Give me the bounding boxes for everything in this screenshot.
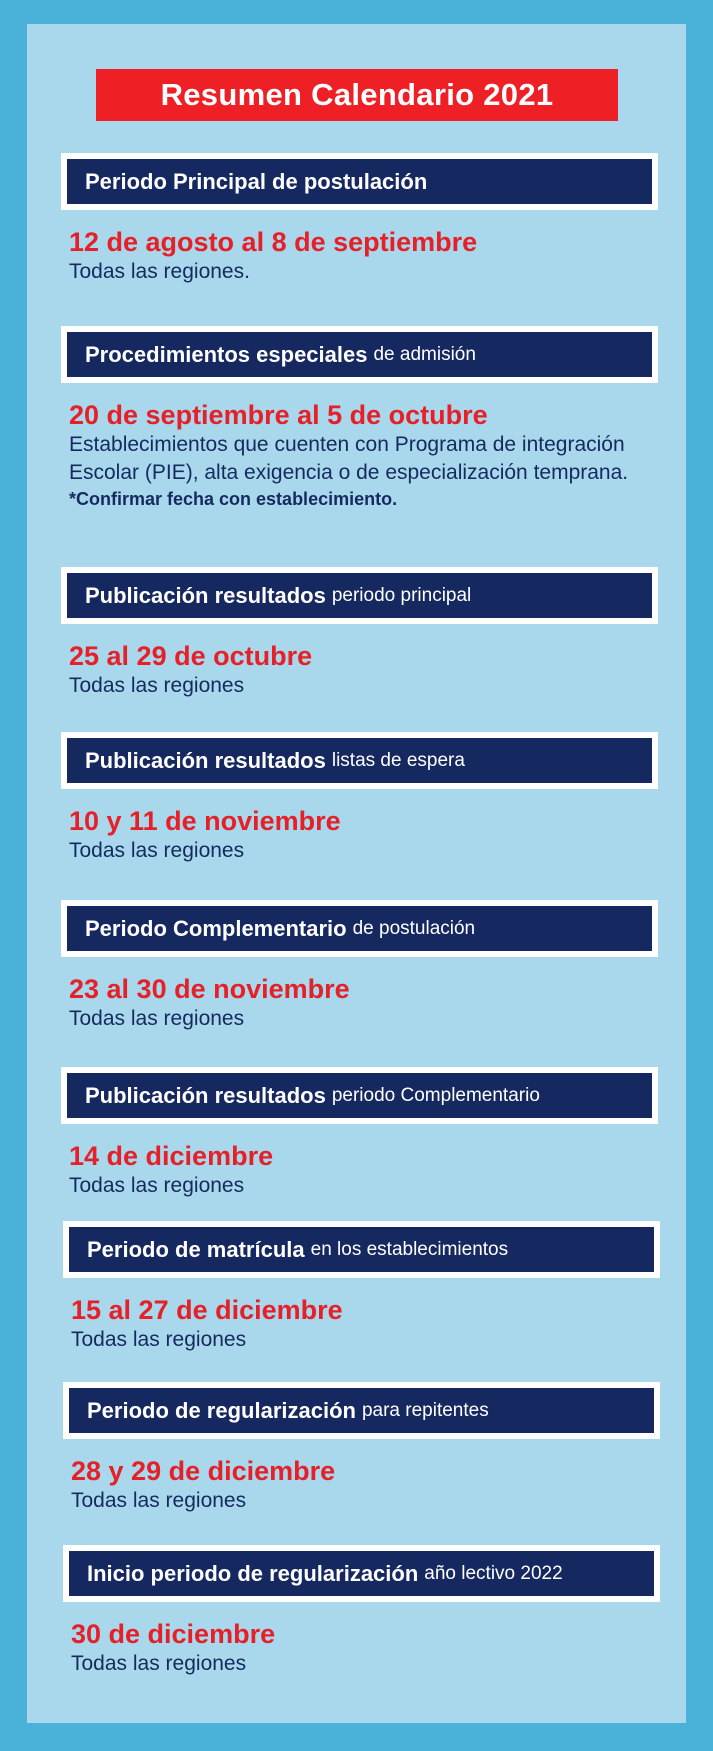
section-heading-light: para repitentes [361, 1399, 489, 1421]
section-description: Todas las regiones [71, 1652, 247, 1675]
section-date: 30 de diciembre [71, 1619, 276, 1649]
calendar-title: Resumen Calendario 2021 [96, 69, 618, 121]
section-heading-bold: Periodo Complementario [85, 915, 347, 941]
section-header-frame [63, 1382, 660, 1439]
section-heading-light: periodo Complementario [331, 1084, 540, 1106]
section-periodo-principal [61, 153, 658, 286]
section-date: 28 y 29 de diciembre [71, 1456, 336, 1486]
section-date: 14 de diciembre [69, 1141, 274, 1171]
section-periodo-matricula [63, 1221, 660, 1354]
section-description: Todas las regiones [71, 1489, 247, 1512]
section-heading-light: en los establecimientos [310, 1238, 509, 1260]
section-header [67, 738, 652, 783]
section-description: Todas las regiones. [69, 260, 250, 283]
section-description: Todas las regiones [69, 1007, 245, 1030]
section-heading-light: listas de espera [331, 749, 465, 771]
section-publicacion-principal [61, 567, 658, 700]
section-date: 12 de agosto al 8 de septiembre [69, 227, 478, 257]
section-description: Todas las regiones [69, 839, 245, 862]
section-header [67, 332, 652, 377]
section-date: 23 al 30 de noviembre [69, 974, 350, 1004]
section-header-frame [61, 567, 658, 624]
section-header-frame [61, 1067, 658, 1124]
section-header [67, 1073, 652, 1118]
section-heading-bold: Periodo de matrícula [87, 1236, 305, 1262]
section-header [67, 906, 652, 951]
section-header-frame [63, 1545, 660, 1602]
section-publicacion-espera [61, 732, 658, 865]
section-date: 15 al 27 de diciembre [71, 1295, 343, 1325]
section-header-frame [61, 326, 658, 383]
section-header-frame [61, 732, 658, 789]
section-date: 25 al 29 de octubre [69, 641, 313, 671]
section-heading-light: de admisión [373, 343, 476, 365]
section-heading-bold: Inicio periodo de regularización [87, 1560, 419, 1586]
section-note: *Confirmar fecha con establecimiento. [69, 489, 398, 509]
section-heading-bold: Publicación resultados [85, 747, 326, 773]
section-heading-bold: Publicación resultados [85, 582, 326, 608]
section-periodo-regularizacion [63, 1382, 660, 1515]
section-heading-light: año lectivo 2022 [424, 1562, 563, 1584]
section-periodo-complementario [61, 900, 658, 1033]
section-header [67, 573, 652, 618]
section-header-frame [61, 153, 658, 210]
section-header [69, 1227, 654, 1272]
section-header-frame [61, 900, 658, 957]
section-header [67, 159, 652, 204]
section-date: 20 de septiembre al 5 de octubre [69, 400, 488, 430]
section-heading-bold: Periodo de regularización [87, 1397, 356, 1423]
section-description: Todas las regiones [69, 1174, 245, 1197]
section-heading-bold: Publicación resultados [85, 1082, 326, 1108]
section-heading-bold: Periodo Principal de postulación [85, 168, 428, 194]
section-header [69, 1551, 654, 1596]
section-description: Establecimientos que cuenten con Programa de integración Escolar (PIE), alta exigencia o de especialización temprana. [69, 433, 629, 484]
section-description: Todas las regiones [71, 1328, 247, 1351]
section-header-frame [63, 1221, 660, 1278]
section-inicio-regularizacion [63, 1545, 660, 1678]
section-date: 10 y 11 de noviembre [69, 806, 341, 836]
section-procedimientos-especiales [61, 326, 658, 511]
section-publicacion-complementario [61, 1067, 658, 1200]
section-heading-light: de postulación [352, 917, 476, 939]
section-description: Todas las regiones [69, 674, 245, 697]
section-heading-light: periodo principal [331, 584, 472, 606]
section-header [69, 1388, 654, 1433]
calendar-panel [27, 24, 686, 1723]
section-heading-bold: Procedimientos especiales [85, 341, 368, 367]
